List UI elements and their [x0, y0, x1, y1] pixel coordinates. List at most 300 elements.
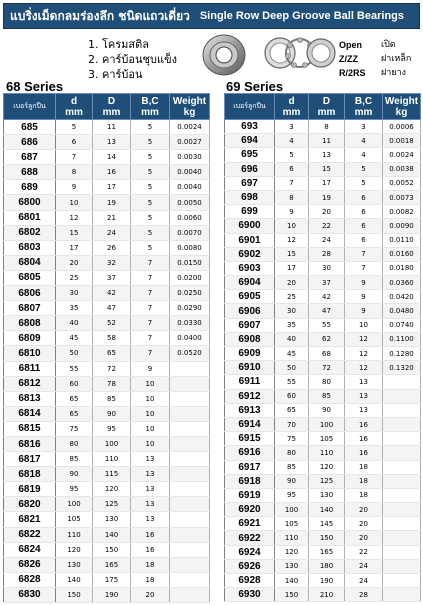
cell-width: 5 [131, 120, 170, 135]
cell-inner-diameter: 9 [275, 205, 309, 219]
cell-weight: 0.0070 [170, 225, 210, 240]
cell-weight [383, 531, 421, 545]
cell-bearing-no: 6908 [225, 332, 275, 346]
cell-inner-diameter: 65 [275, 403, 309, 417]
header-label: d [288, 95, 295, 107]
header-label: Weight [384, 95, 419, 107]
table-row [4, 391, 210, 406]
cell-weight: 0.0052 [383, 176, 421, 190]
cell-width: 13 [345, 375, 383, 389]
table-row [225, 176, 421, 190]
cell-inner-diameter: 12 [56, 210, 93, 225]
table-row [4, 210, 210, 225]
cell-weight [170, 421, 210, 436]
seal-desc: เปิด [381, 40, 396, 50]
cell-inner-diameter: 3 [275, 120, 309, 134]
cell-bearing-no: 696 [225, 162, 275, 176]
header-label: D [107, 95, 116, 107]
cell-bearing-no: 6922 [225, 531, 275, 545]
cell-bearing-no: 6821 [4, 512, 56, 527]
cell-inner-diameter: 80 [56, 436, 93, 451]
cell-bearing-no: 6824 [4, 542, 56, 557]
header-label: B,C [141, 95, 159, 107]
table-row [4, 331, 210, 346]
cell-weight [383, 474, 421, 488]
cell-bearing-no: 6921 [225, 517, 275, 531]
cell-width: 20 [345, 517, 383, 531]
cell-bearing-no: 688 [4, 165, 56, 180]
cell-inner-diameter: 90 [56, 467, 93, 482]
cell-weight: 0.0040 [170, 165, 210, 180]
cell-inner-diameter: 8 [275, 190, 309, 204]
table-row [225, 134, 421, 148]
table-row [225, 588, 421, 602]
cell-width: 16 [345, 417, 383, 431]
series-68-title: 68 Series [6, 79, 64, 94]
cell-weight [383, 517, 421, 531]
seal-desc: ฝาเหล็ก [381, 54, 412, 64]
cell-outer-diameter: 130 [309, 488, 345, 502]
cell-width: 18 [345, 474, 383, 488]
seal-row [339, 52, 411, 66]
header-unit: mm [65, 106, 83, 118]
cell-width: 7 [131, 331, 170, 346]
cell-weight [383, 460, 421, 474]
cell-bearing-no: 6910 [225, 361, 275, 375]
cell-inner-diameter: 30 [275, 304, 309, 318]
cell-width: 12 [345, 361, 383, 375]
cell-bearing-no: 6802 [4, 225, 56, 240]
cell-weight: 0.0080 [170, 240, 210, 255]
header-unit: kg [395, 106, 408, 118]
cell-width: 13 [131, 467, 170, 482]
cell-weight [383, 545, 421, 559]
cell-weight [170, 572, 210, 587]
header-unit: mm [282, 106, 301, 118]
cell-width: 13 [131, 452, 170, 467]
cell-inner-diameter: 130 [275, 559, 309, 573]
header-label: d [70, 95, 78, 107]
cell-weight: 0.0110 [383, 233, 421, 247]
bearing-side-image [198, 32, 250, 78]
cell-width: 24 [345, 559, 383, 573]
cell-outer-diameter: 55 [309, 318, 345, 332]
cell-width: 10 [131, 391, 170, 406]
table-row [4, 165, 210, 180]
table-row [225, 148, 421, 162]
cell-outer-diameter: 165 [309, 545, 345, 559]
cell-outer-diameter: 13 [93, 135, 131, 150]
cell-width: 5 [131, 180, 170, 195]
cell-width: 12 [345, 347, 383, 361]
table-row [4, 286, 210, 301]
cell-outer-diameter: 180 [309, 559, 345, 573]
cell-width: 9 [345, 276, 383, 290]
cell-inner-diameter: 40 [56, 316, 93, 331]
cell-width: 5 [131, 165, 170, 180]
cell-width: 20 [131, 587, 170, 602]
cell-outer-diameter: 85 [93, 391, 131, 406]
cell-weight: 0.0250 [170, 286, 210, 301]
cell-bearing-no: 6930 [225, 588, 275, 602]
cell-bearing-no: 6907 [225, 318, 275, 332]
header-width [345, 94, 383, 120]
cell-weight: 0.0060 [170, 210, 210, 225]
table-row [225, 205, 421, 219]
table-row [225, 318, 421, 332]
table-row [225, 347, 421, 361]
cell-inner-diameter: 25 [275, 290, 309, 304]
table-row [4, 195, 210, 210]
cell-width: 6 [345, 233, 383, 247]
cell-weight: 0.0330 [170, 316, 210, 331]
cell-bearing-no: 6914 [225, 417, 275, 431]
cell-bearing-no: 6826 [4, 557, 56, 572]
cell-bearing-no: 694 [225, 134, 275, 148]
cell-outer-diameter: 90 [93, 406, 131, 421]
cell-outer-diameter: 90 [309, 403, 345, 417]
cell-weight: 0.0200 [170, 270, 210, 285]
bearing-exploded-image [264, 31, 336, 75]
table-row [225, 545, 421, 559]
cell-weight [170, 527, 210, 542]
cell-bearing-no: 6814 [4, 406, 56, 421]
cell-width: 24 [345, 574, 383, 588]
cell-outer-diameter: 42 [93, 286, 131, 301]
cell-outer-diameter: 14 [93, 150, 131, 165]
cell-inner-diameter: 150 [275, 588, 309, 602]
cell-inner-diameter: 55 [275, 375, 309, 389]
cell-weight: 0.1100 [383, 332, 421, 346]
header-weight [170, 94, 210, 120]
cell-inner-diameter: 50 [56, 346, 93, 361]
table-row [225, 276, 421, 290]
cell-outer-diameter: 19 [93, 195, 131, 210]
cell-outer-diameter: 17 [93, 180, 131, 195]
cell-outer-diameter: 120 [309, 460, 345, 474]
cell-inner-diameter: 100 [56, 497, 93, 512]
table-row [225, 332, 421, 346]
cell-weight [170, 467, 210, 482]
header-label: B,C [354, 95, 373, 107]
cell-inner-diameter: 100 [275, 503, 309, 517]
header-bearing-no: เบอร์ลูกปืน [225, 94, 275, 120]
cell-width: 10 [345, 318, 383, 332]
cell-outer-diameter: 130 [93, 512, 131, 527]
cell-outer-diameter: 78 [93, 376, 131, 391]
cell-weight: 0.0360 [383, 276, 421, 290]
cell-width: 7 [131, 255, 170, 270]
cell-outer-diameter: 58 [93, 331, 131, 346]
material-type-item: 2. คาร์บ้อนชุบแข็ง [88, 53, 177, 66]
cell-weight [383, 588, 421, 602]
cell-bearing-no: 6822 [4, 527, 56, 542]
cell-outer-diameter: 65 [93, 346, 131, 361]
table-row [4, 452, 210, 467]
header-unit: mm [141, 106, 159, 118]
cell-inner-diameter: 7 [56, 150, 93, 165]
cell-outer-diameter: 140 [93, 527, 131, 542]
cell-width: 12 [345, 332, 383, 346]
cell-inner-diameter: 140 [56, 572, 93, 587]
cell-width: 28 [345, 588, 383, 602]
cell-weight: 0.0480 [383, 304, 421, 318]
header-inner-diameter [56, 94, 93, 120]
table-row [4, 361, 210, 376]
cell-bearing-no: 6830 [4, 587, 56, 602]
cell-bearing-no: 6804 [4, 255, 56, 270]
cell-weight: 0.0160 [383, 247, 421, 261]
cell-weight [170, 452, 210, 467]
table-row [4, 180, 210, 195]
cell-outer-diameter: 190 [309, 574, 345, 588]
cell-inner-diameter: 120 [56, 542, 93, 557]
cell-inner-diameter: 150 [56, 587, 93, 602]
cell-weight [170, 406, 210, 421]
cell-weight [383, 559, 421, 573]
cell-outer-diameter: 80 [309, 375, 345, 389]
cell-inner-diameter: 45 [275, 347, 309, 361]
cell-outer-diameter: 16 [93, 165, 131, 180]
cell-bearing-no: 6928 [225, 574, 275, 588]
cell-weight: 0.1320 [383, 361, 421, 375]
cell-bearing-no: 6916 [225, 446, 275, 460]
cell-width: 13 [131, 512, 170, 527]
cell-width: 5 [131, 135, 170, 150]
cell-inner-diameter: 6 [275, 162, 309, 176]
cell-outer-diameter: 17 [309, 176, 345, 190]
cell-width: 5 [345, 176, 383, 190]
cell-width: 18 [131, 572, 170, 587]
cell-outer-diameter: 32 [93, 255, 131, 270]
material-types-list [88, 37, 177, 82]
table-row [225, 190, 421, 204]
material-type-item: 1. โครมสติล [88, 38, 150, 51]
cell-weight: 0.0006 [383, 120, 421, 134]
cell-bearing-no: 6912 [225, 389, 275, 403]
table-row [225, 503, 421, 517]
table-row [225, 531, 421, 545]
cell-outer-diameter: 20 [309, 205, 345, 219]
table-row [4, 301, 210, 316]
cell-outer-diameter: 13 [309, 148, 345, 162]
cell-inner-diameter: 75 [275, 432, 309, 446]
cell-outer-diameter: 100 [309, 417, 345, 431]
table-row [4, 406, 210, 421]
cell-outer-diameter: 165 [93, 557, 131, 572]
cell-bearing-no: 6818 [4, 467, 56, 482]
cell-weight [170, 557, 210, 572]
cell-bearing-no: 6805 [4, 270, 56, 285]
cell-bearing-no: 695 [225, 148, 275, 162]
cell-inner-diameter: 12 [275, 233, 309, 247]
cell-bearing-no: 6918 [225, 474, 275, 488]
cell-width: 7 [131, 301, 170, 316]
cell-weight [383, 417, 421, 431]
cell-inner-diameter: 6 [56, 135, 93, 150]
cell-width: 6 [345, 219, 383, 233]
seal-type-legend [339, 38, 411, 80]
cell-width: 7 [131, 286, 170, 301]
series-68-body [4, 120, 210, 603]
cell-outer-diameter: 24 [309, 233, 345, 247]
cell-width: 10 [131, 436, 170, 451]
cell-outer-diameter: 42 [309, 290, 345, 304]
cell-outer-diameter: 110 [309, 446, 345, 460]
table-row [225, 247, 421, 261]
cell-outer-diameter: 140 [309, 503, 345, 517]
cell-weight [170, 497, 210, 512]
cell-weight: 0.0024 [170, 120, 210, 135]
cell-weight: 0.0038 [383, 162, 421, 176]
header-inner-diameter [275, 94, 309, 120]
cell-bearing-no: 6903 [225, 261, 275, 275]
cell-width: 16 [131, 527, 170, 542]
cell-bearing-no: 6920 [225, 503, 275, 517]
cell-outer-diameter: 11 [93, 120, 131, 135]
cell-width: 18 [131, 557, 170, 572]
cell-bearing-no: 6828 [4, 572, 56, 587]
cell-inner-diameter: 20 [56, 255, 93, 270]
table-row [4, 512, 210, 527]
cell-bearing-no: 6906 [225, 304, 275, 318]
cell-weight [383, 375, 421, 389]
cell-inner-diameter: 17 [56, 240, 93, 255]
header-label: D [322, 95, 331, 107]
cell-weight [170, 391, 210, 406]
table-row [4, 135, 210, 150]
cell-outer-diameter: 26 [93, 240, 131, 255]
cell-width: 10 [131, 406, 170, 421]
cell-outer-diameter: 105 [309, 432, 345, 446]
cell-width: 13 [345, 403, 383, 417]
cell-weight: 0.0050 [170, 195, 210, 210]
cell-width: 10 [131, 421, 170, 436]
cell-inner-diameter: 30 [56, 286, 93, 301]
table-row [225, 261, 421, 275]
cell-bearing-no: 6904 [225, 276, 275, 290]
cell-bearing-no: 6915 [225, 432, 275, 446]
table-row [225, 120, 421, 134]
header-unit: mm [317, 106, 336, 118]
cell-inner-diameter: 75 [56, 421, 93, 436]
cell-weight: 0.0180 [383, 261, 421, 275]
table-row [4, 497, 210, 512]
cell-bearing-no: 687 [4, 150, 56, 165]
title-bar [3, 3, 420, 29]
header-outer-diameter [93, 94, 131, 120]
cell-bearing-no: 693 [225, 120, 275, 134]
cell-inner-diameter: 65 [56, 406, 93, 421]
cell-width: 18 [345, 460, 383, 474]
table-row [4, 421, 210, 436]
cell-inner-diameter: 105 [56, 512, 93, 527]
cell-bearing-no: 6902 [225, 247, 275, 261]
cell-width: 5 [131, 195, 170, 210]
cell-width: 20 [345, 531, 383, 545]
header-unit: kg [183, 106, 196, 118]
cell-outer-diameter: 11 [309, 134, 345, 148]
cell-bearing-no: 6900 [225, 219, 275, 233]
cell-bearing-no: 6806 [4, 286, 56, 301]
cell-weight [170, 436, 210, 451]
seal-code: R/2RS [339, 68, 366, 78]
cell-outer-diameter: 68 [309, 347, 345, 361]
cell-width: 5 [345, 162, 383, 176]
table-row [4, 436, 210, 451]
cell-width: 16 [345, 446, 383, 460]
cell-width: 9 [345, 290, 383, 304]
cell-bearing-no: 6812 [4, 376, 56, 391]
table-row [4, 376, 210, 391]
table-row [225, 446, 421, 460]
cell-bearing-no: 6816 [4, 436, 56, 451]
cell-inner-diameter: 20 [275, 276, 309, 290]
cell-weight [170, 542, 210, 557]
cell-bearing-no: 699 [225, 205, 275, 219]
cell-inner-diameter: 45 [56, 331, 93, 346]
table-row [225, 304, 421, 318]
table-row [225, 233, 421, 247]
table-row [4, 120, 210, 135]
table-row [225, 488, 421, 502]
cell-inner-diameter: 65 [56, 391, 93, 406]
cell-outer-diameter: 47 [309, 304, 345, 318]
cell-outer-diameter: 115 [93, 467, 131, 482]
cell-bearing-no: 689 [4, 180, 56, 195]
cell-bearing-no: 6817 [4, 452, 56, 467]
cell-width: 18 [345, 488, 383, 502]
cell-bearing-no: 6909 [225, 347, 275, 361]
cell-width: 13 [131, 497, 170, 512]
cell-outer-diameter: 150 [309, 531, 345, 545]
cell-outer-diameter: 30 [309, 261, 345, 275]
table-row [4, 240, 210, 255]
cell-inner-diameter: 110 [56, 527, 93, 542]
cell-bearing-no: 686 [4, 135, 56, 150]
cell-weight: 0.0082 [383, 205, 421, 219]
cell-outer-diameter: 37 [93, 270, 131, 285]
cell-weight [170, 587, 210, 602]
cell-inner-diameter: 50 [275, 361, 309, 375]
cell-inner-diameter: 105 [275, 517, 309, 531]
cell-width: 16 [345, 432, 383, 446]
cell-outer-diameter: 190 [93, 587, 131, 602]
cell-weight: 0.0024 [383, 148, 421, 162]
series-69-table [224, 93, 421, 602]
cell-weight [170, 361, 210, 376]
header-unit: mm [102, 106, 121, 118]
cell-outer-diameter: 8 [309, 120, 345, 134]
table-row [225, 403, 421, 417]
cell-outer-diameter: 28 [309, 247, 345, 261]
cell-weight: 0.0290 [170, 301, 210, 316]
cell-bearing-no: 6926 [225, 559, 275, 573]
cell-bearing-no: 6801 [4, 210, 56, 225]
table-row [4, 542, 210, 557]
cell-weight [170, 482, 210, 497]
table-row [225, 389, 421, 403]
material-type-item: 3. คาร์บ้อน [88, 68, 143, 81]
table-row [4, 346, 210, 361]
cell-outer-diameter: 125 [93, 497, 131, 512]
cell-inner-diameter: 15 [275, 247, 309, 261]
cell-outer-diameter: 125 [309, 474, 345, 488]
cell-inner-diameter: 10 [56, 195, 93, 210]
table-row [4, 270, 210, 285]
cell-weight [383, 574, 421, 588]
title-thai: แบริ่งเม็ดกลมร่องลึก ชนิดแถวเดี่ยว [10, 8, 190, 23]
